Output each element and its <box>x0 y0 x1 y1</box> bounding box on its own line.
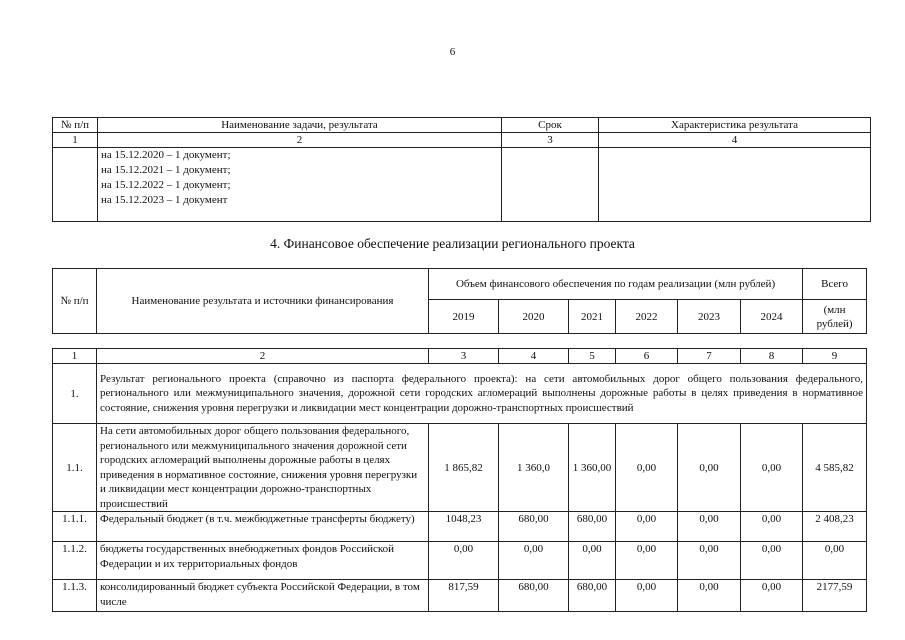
task-colnum: 1 <box>53 133 98 148</box>
finance-colnum: 6 <box>616 349 678 364</box>
finance-header-year: 2022 <box>616 300 678 334</box>
finance-colnum: 8 <box>741 349 803 364</box>
task-deadline-line: на 15.12.2022 – 1 документ; <box>101 179 231 191</box>
finance-header-year: 2024 <box>741 300 803 334</box>
finance-row-value: 817,59 <box>429 580 499 612</box>
task-row-num <box>53 148 98 222</box>
finance-row-value: 0,00 <box>429 542 499 580</box>
finance-row-num: 1.1. <box>53 424 97 512</box>
finance-header-name: Наименование результата и источники финансирования <box>97 269 429 334</box>
finance-colnum: 2 <box>97 349 429 364</box>
finance-row-value: 0,00 <box>678 424 741 512</box>
finance-header-volume: Объем финансового обеспечения по годам реализации (млн рублей) <box>429 269 803 300</box>
finance-row-value: 680,00 <box>499 512 569 542</box>
task-table <box>52 117 871 222</box>
finance-row-total: 2177,59 <box>803 580 867 612</box>
finance-colnum: 7 <box>678 349 741 364</box>
finance-row <box>53 542 867 580</box>
finance-row-value: 0,00 <box>741 512 803 542</box>
task-header-num: № п/п <box>53 118 98 133</box>
finance-result-num: 1. <box>53 364 97 424</box>
finance-row-value: 0,00 <box>569 542 616 580</box>
finance-row-value: 1 360,0 <box>499 424 569 512</box>
finance-row-value: 1 865,82 <box>429 424 499 512</box>
task-deadline-line: на 15.12.2021 – 1 документ; <box>101 164 231 176</box>
finance-row-num: 1.1.3. <box>53 580 97 612</box>
finance-row-value: 0,00 <box>741 424 803 512</box>
finance-row-value: 0,00 <box>678 580 741 612</box>
finance-row <box>53 424 867 512</box>
finance-row-value: 0,00 <box>678 512 741 542</box>
finance-row-value: 0,00 <box>499 542 569 580</box>
task-header-term: Срок <box>502 118 599 133</box>
task-row-term <box>502 148 599 222</box>
finance-result-text: Результат регионального проекта (справочно из паспорта федерального проекта): на сети автомобильных дорог общего пользования федерального, регионального или межмуниципального значения, дорожной сети городских агломераций выполнены дорожные работы в целях приведения в нормативное состояние, снижения уровня перегрузки и ликвидации мест концентрации дорожно-транспортных происшествий <box>97 364 867 424</box>
finance-row-value: 0,00 <box>678 542 741 580</box>
finance-row-value: 1 360,00 <box>569 424 616 512</box>
finance-row-name: На сети автомобильных дорог общего пользования федерального, регионального или межмуниципального значения дорожной сети городских агломераций выполнены дорожные работы в целях приведения в нормативное состояние, снижения уровня перегрузки и ликвидации мест концентрации дорожно-транспортных происшествий <box>97 424 429 512</box>
finance-row-name: консолидированный бюджет субъекта Российской Федерации, в том числе <box>97 580 429 612</box>
task-row-name <box>98 148 502 222</box>
finance-header-year: 2019 <box>429 300 499 334</box>
finance-row-total: 2 408,23 <box>803 512 867 542</box>
task-deadline-line: на 15.12.2023 – 1 документ <box>101 194 228 206</box>
finance-colnum: 4 <box>499 349 569 364</box>
task-header-characteristic: Характеристика результата <box>599 118 871 133</box>
finance-colnum: 1 <box>53 349 97 364</box>
section-title: 4. Финансовое обеспечение реализации регионального проекта <box>270 236 635 251</box>
task-colnum: 3 <box>502 133 599 148</box>
finance-row <box>53 512 867 542</box>
task-colnum: 2 <box>98 133 502 148</box>
finance-row-value: 680,00 <box>499 580 569 612</box>
finance-result-row <box>53 364 867 424</box>
finance-row-value: 680,00 <box>569 580 616 612</box>
finance-colnum: 9 <box>803 349 867 364</box>
finance-row-value: 680,00 <box>569 512 616 542</box>
task-table-colnum-row <box>53 133 871 148</box>
finance-header-num: № п/п <box>53 269 97 334</box>
finance-header-row <box>53 269 867 300</box>
finance-colnum: 3 <box>429 349 499 364</box>
task-colnum: 4 <box>599 133 871 148</box>
finance-row-total: 0,00 <box>803 542 867 580</box>
finance-row-total: 4 585,82 <box>803 424 867 512</box>
finance-row-value: 0,00 <box>616 542 678 580</box>
finance-header-year: 2023 <box>678 300 741 334</box>
finance-header-total-unit: (млн рублей) <box>803 300 867 334</box>
finance-header-year: 2021 <box>569 300 616 334</box>
finance-row-value: 0,00 <box>616 424 678 512</box>
finance-row-num: 1.1.1. <box>53 512 97 542</box>
finance-row-value: 0,00 <box>741 580 803 612</box>
finance-header-year: 2020 <box>499 300 569 334</box>
finance-row <box>53 580 867 612</box>
finance-table <box>52 348 867 612</box>
finance-colnum-row <box>53 349 867 364</box>
finance-row-name: Федеральный бюджет (в т.ч. межбюджетные трансферты бюджету) <box>97 512 429 542</box>
finance-row-value: 1048,23 <box>429 512 499 542</box>
finance-colnum: 5 <box>569 349 616 364</box>
task-deadline-line: на 15.12.2020 – 1 документ; <box>101 149 231 161</box>
finance-row-value: 0,00 <box>616 580 678 612</box>
finance-row-value: 0,00 <box>741 542 803 580</box>
task-header-name: Наименование задачи, результата <box>98 118 502 133</box>
task-row-characteristic <box>599 148 871 222</box>
task-table-row <box>53 148 871 222</box>
page-number: 6 <box>449 46 456 58</box>
finance-row-value: 0,00 <box>616 512 678 542</box>
finance-row-name: бюджеты государственных внебюджетных фондов Российской Федерации и их территориальных фондов <box>97 542 429 580</box>
finance-header-total: Всего <box>803 269 867 300</box>
finance-table-header <box>52 268 867 334</box>
finance-row-num: 1.1.2. <box>53 542 97 580</box>
task-table-header-row <box>53 118 871 133</box>
